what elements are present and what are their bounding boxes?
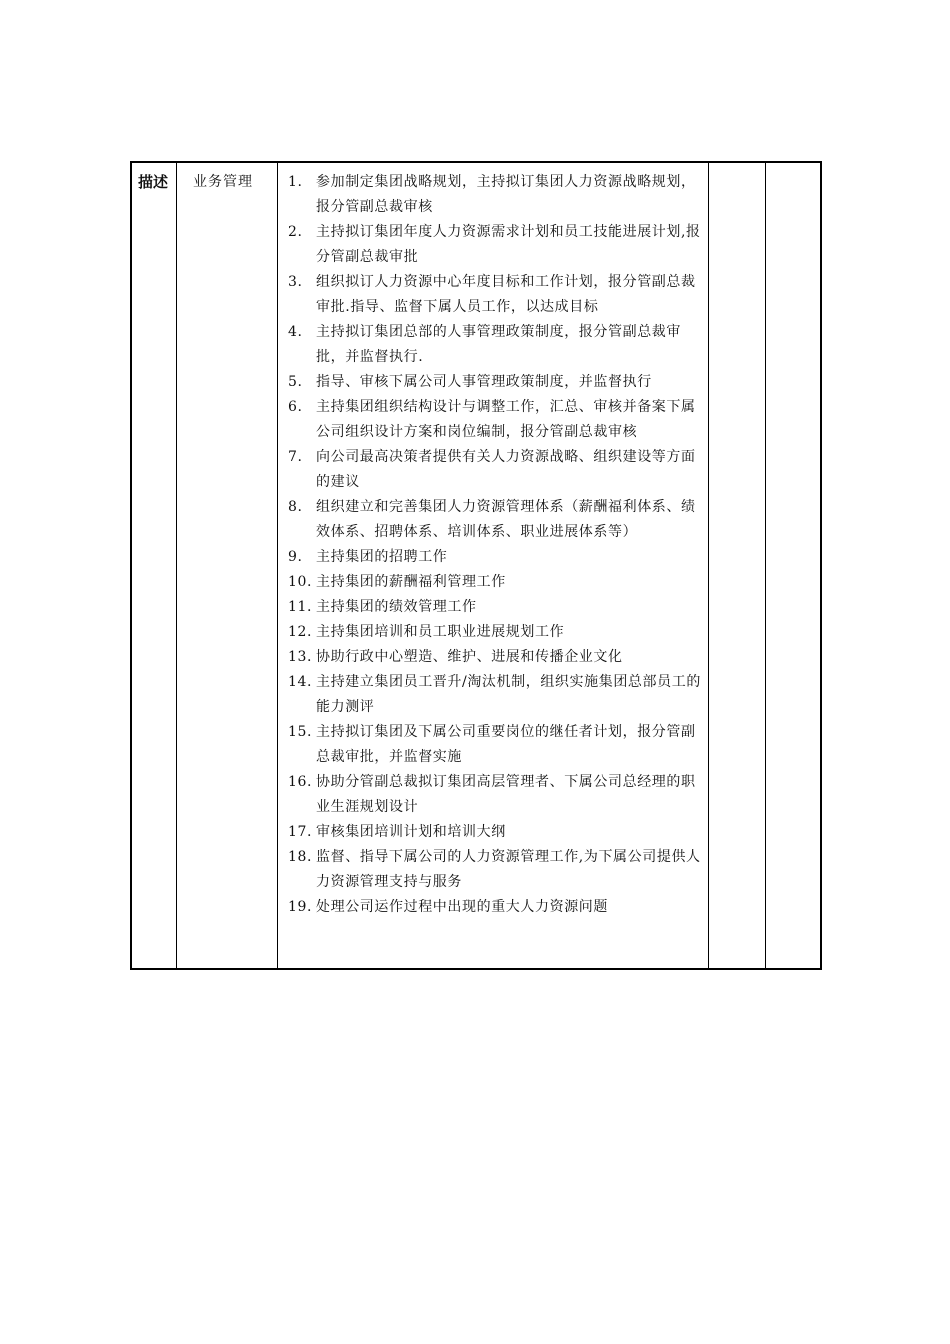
duty-number: 15. — [288, 724, 313, 740]
duty-number: 8. — [288, 499, 303, 515]
duty-list — [278, 163, 708, 920]
list-item — [288, 170, 702, 220]
list-item — [288, 845, 702, 895]
list-item — [288, 595, 702, 620]
category-label: 业务管理 — [193, 174, 253, 190]
duty-number: 1. — [288, 174, 303, 190]
duty-text: 组织拟订人力资源中心年度目标和工作计划，报分管副总裁审批.指导、监督下属人员工作，以达成目标 — [316, 274, 696, 315]
duty-number: 18. — [288, 849, 313, 865]
list-item — [288, 720, 702, 770]
section-label-cell — [131, 162, 177, 969]
table-row — [131, 162, 821, 969]
list-item — [288, 820, 702, 845]
duty-text: 主持集团组织结构设计与调整工作，汇总、审核并备案下属公司组织设计方案和岗位编制，报分管副总裁审核 — [316, 399, 696, 440]
duty-text: 协助分管副总裁拟订集团高层管理者、下属公司总经理的职业生涯规划设计 — [316, 774, 696, 815]
duty-text: 主持拟订集团年度人力资源需求计划和员工技能进展计划,报分管副总裁审批 — [316, 224, 701, 265]
list-item — [288, 770, 702, 820]
duty-number: 6. — [288, 399, 303, 415]
duty-text: 主持集团的招聘工作 — [316, 549, 448, 565]
list-item — [288, 370, 702, 395]
list-item — [288, 645, 702, 670]
duty-number: 12. — [288, 624, 313, 640]
list-item — [288, 670, 702, 720]
duty-number: 9. — [288, 549, 303, 565]
duty-text: 主持集团培训和员工职业进展规划工作 — [316, 624, 565, 640]
duty-number: 11. — [288, 599, 313, 615]
duty-text: 组织建立和完善集团人力资源管理体系（薪酬福利体系、绩效体系、招聘体系、培训体系、职业进展体系等） — [316, 499, 696, 540]
list-item — [288, 320, 702, 370]
empty-cell-1 — [709, 162, 766, 969]
duty-text: 处理公司运作过程中出现的重大人力资源问题 — [316, 899, 608, 915]
empty-cell-2 — [766, 162, 822, 969]
category-cell — [177, 162, 278, 969]
duty-text: 协助行政中心塑造、维护、进展和传播企业文化 — [316, 649, 623, 665]
duty-text: 主持集团的绩效管理工作 — [316, 599, 477, 615]
list-item — [288, 495, 702, 545]
list-item — [288, 445, 702, 495]
duty-number: 2. — [288, 224, 303, 240]
list-item — [288, 270, 702, 320]
duty-number: 17. — [288, 824, 313, 840]
list-item — [288, 570, 702, 595]
duty-text: 指导、审核下属公司人事管理政策制度，并监督执行 — [316, 374, 652, 390]
duty-text: 主持集团的薪酬福利管理工作 — [316, 574, 506, 590]
duty-text: 监督、指导下属公司的人力资源管理工作,为下属公司提供人力资源管理支持与服务 — [316, 849, 701, 890]
section-label: 描述 — [138, 173, 169, 191]
duty-number: 3. — [288, 274, 303, 290]
list-item — [288, 895, 702, 920]
duty-text: 向公司最高决策者提供有关人力资源战略、组织建设等方面的建议 — [316, 449, 696, 490]
duty-text: 参加制定集团战略规划，主持拟订集团人力资源战略规划，报分管副总裁审核 — [316, 174, 696, 215]
duty-number: 19. — [288, 899, 313, 915]
list-item — [288, 395, 702, 445]
list-item — [288, 545, 702, 570]
list-item — [288, 620, 702, 645]
job-description-table — [130, 161, 822, 970]
duty-number: 16. — [288, 774, 313, 790]
duty-number: 10. — [288, 574, 313, 590]
duty-text: 主持拟订集团及下属公司重要岗位的继任者计划，报分管副总裁审批，并监督实施 — [316, 724, 696, 765]
duty-text: 审核集团培训计划和培训大纲 — [316, 824, 506, 840]
duty-number: 5. — [288, 374, 303, 390]
duty-number: 4. — [288, 324, 303, 340]
duty-number: 13. — [288, 649, 313, 665]
duty-number: 14. — [288, 674, 313, 690]
duty-text: 主持建立集团员工晋升/淘汰机制，组织实施集团总部员工的能力测评 — [316, 674, 701, 715]
duties-cell — [278, 162, 709, 969]
duty-number: 7. — [288, 449, 303, 465]
list-item — [288, 220, 702, 270]
duty-text: 主持拟订集团总部的人事管理政策制度，报分管副总裁审批，并监督执行. — [316, 324, 681, 365]
